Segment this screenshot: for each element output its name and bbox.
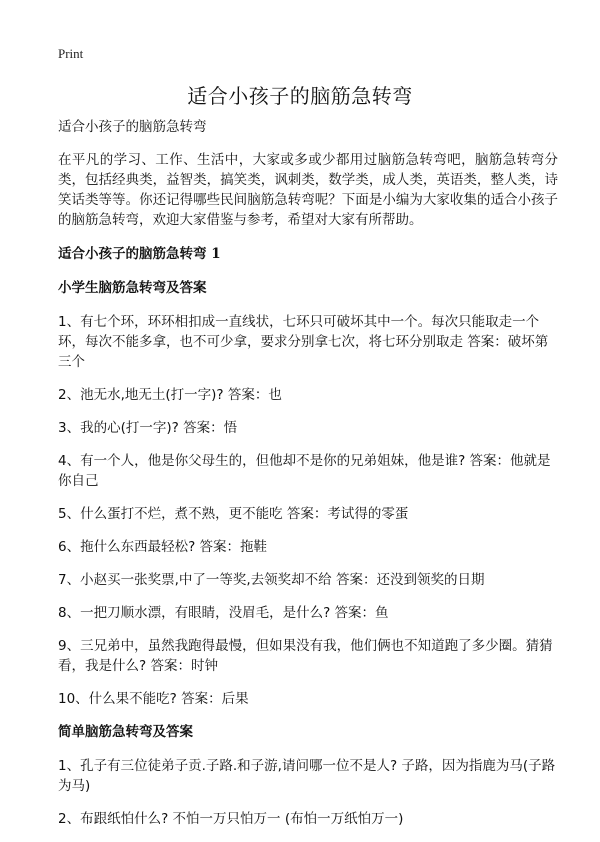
list-item: 10、什么果不能吃? 答案：后果 xyxy=(58,691,249,707)
list-item: 4、有一个人，他是你父母生的，但他却不是你的兄弟姐妹，他是谁? 答案：他就是你自己 xyxy=(58,453,551,489)
list-item: 5、什么蛋打不烂，煮不熟，更不能吃 答案：考试得的零蛋 xyxy=(58,506,409,522)
group-heading-simple: 简单脑筋急转弯及答案 xyxy=(58,724,193,740)
article-subtitle: 适合小孩子的脑筋急转弯 xyxy=(58,119,207,135)
list-item: 1、孔子有三位徒弟子贡.子路.和子游,请问哪一位不是人? 子路，因为指鹿为马(子路 为马) xyxy=(58,758,556,794)
list-item: 3、我的心(打一字)? 答案：悟 xyxy=(58,420,238,436)
article-body xyxy=(58,118,558,842)
list-item: 9、三兄弟中，虽然我跑得最慢，但如果没有我，他们俩也不知道跑了多少圈。猜猜看，我是什么? 答案：时钟 xyxy=(58,638,553,674)
section-heading: 适合小孩子的脑筋急转弯 1 xyxy=(58,246,221,262)
page-title: 适合小孩子的脑筋急转弯 xyxy=(187,84,413,108)
list-item: 8、一把刀顺水漂，有眼睛，没眉毛，是什么? 答案：鱼 xyxy=(58,605,389,621)
list-item: 6、拖什么东西最轻松? 答案：拖鞋 xyxy=(58,539,268,555)
intro-paragraph: 在平凡的学习、工作、生活中，大家或多或少都用过脑筋急转弯吧，脑筋急转弯分类，包括经典类，益智类，搞笑类，讽刺类，数学类，成人类，英语类，整人类，诗笑话类等等。你还记得哪些民间脑筋急转弯呢？下面是小编为大家收集的适合小孩子的脑筋急转弯，欢迎大家借鉴与参考，希望对大家有所帮助。 xyxy=(58,152,558,228)
list-item: 2、布跟纸怕什么? 不怕一万只怕万一 (布怕一万纸怕万一) xyxy=(58,811,404,827)
list-item: 7、小赵买一张奖票,中了一等奖,去领奖却不给 答案：还没到领奖的日期 xyxy=(58,572,485,588)
list-item: 2、池无水,地无土(打一字)? 答案：也 xyxy=(58,387,282,403)
group-heading-primary: 小学生脑筋急转弯及答案 xyxy=(58,280,207,296)
list-item: 1、有七个环，环环相扣成一直线状，七环只可破坏其中一个。每次只能取走一个环，每次不能多拿，也不可少拿，要求分别拿七次，将七环分别取走 答案：破坏第三个 xyxy=(58,314,549,370)
print-link[interactable]: Print xyxy=(58,46,84,61)
